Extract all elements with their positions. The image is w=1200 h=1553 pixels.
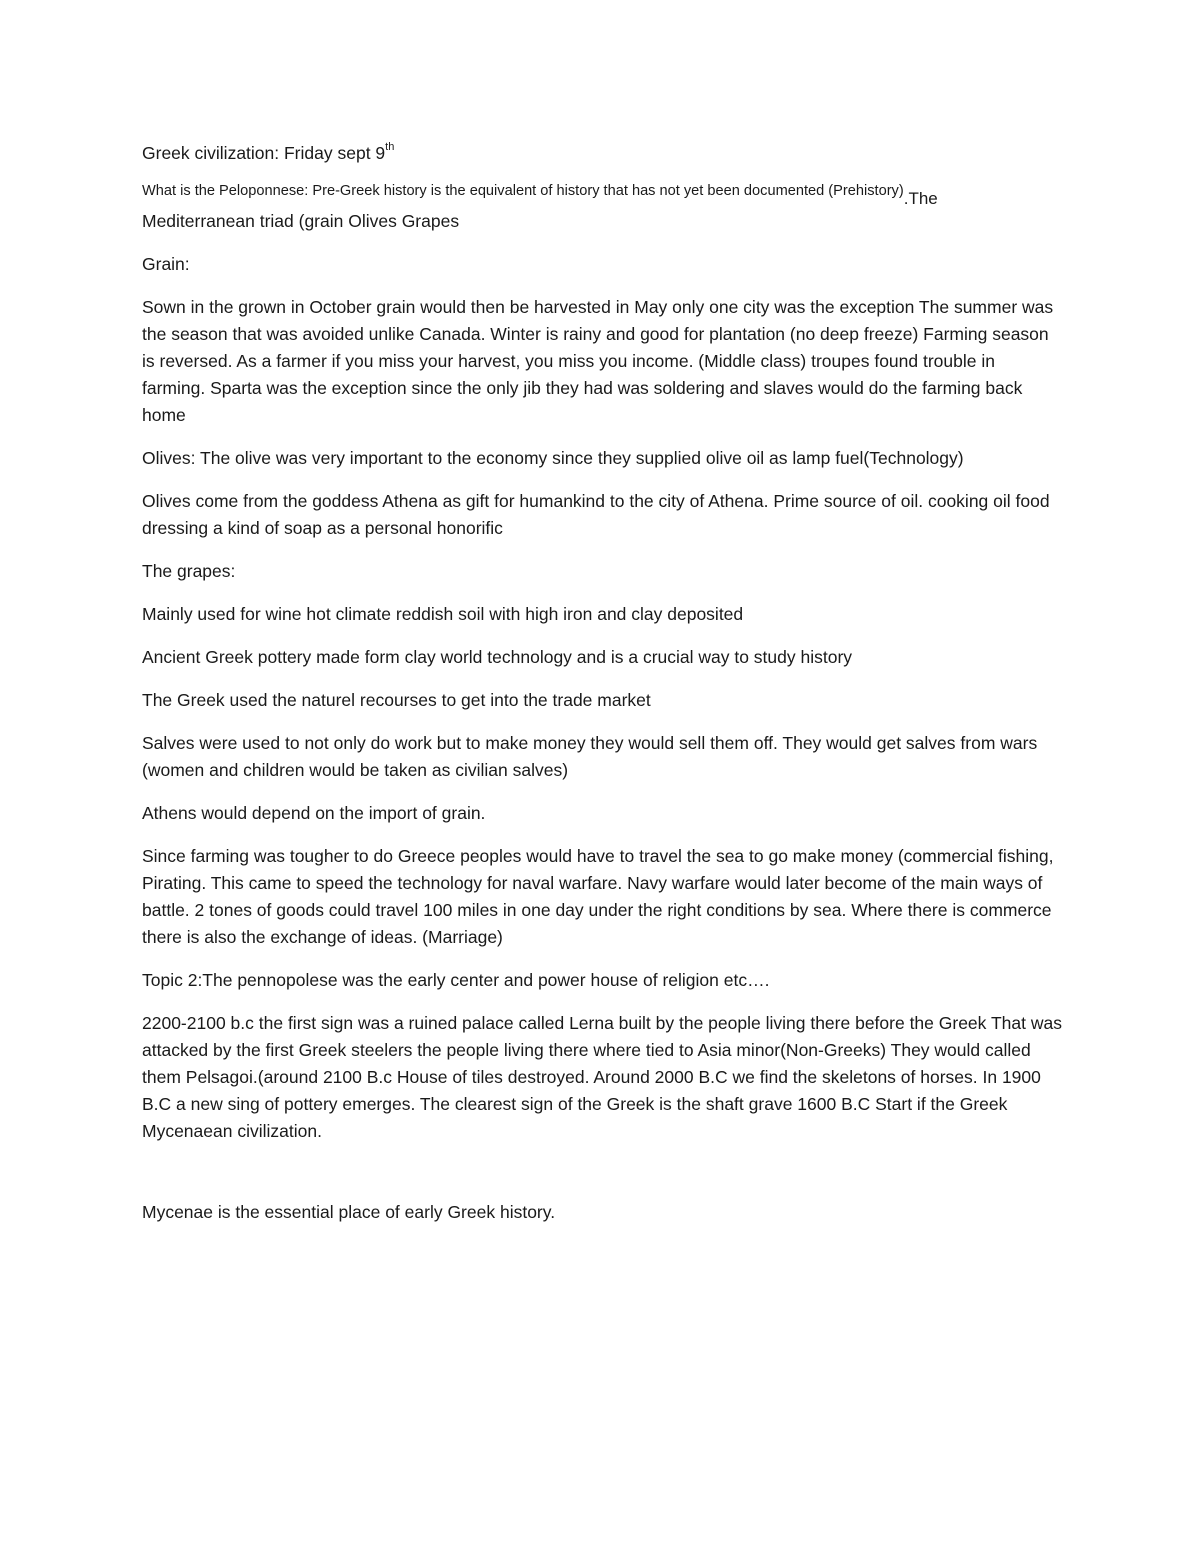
document-title	[142, 140, 1062, 166]
document-body	[142, 140, 1062, 1242]
intro-continuation: Mediterranean triad (grain Olives Grapes	[142, 211, 460, 231]
paragraph-athens-grain: Athens would depend on the import of grain.	[142, 803, 486, 823]
title-superscript: th	[385, 141, 395, 154]
paragraph-slaves: Salves were used to not only do work but to make money they would sell them off. They would get salves from wars (women and children would be taken as civilian salves)	[142, 733, 1038, 780]
intro-tail: .The	[903, 189, 938, 208]
paragraph-topic-2: Topic 2:The pennopolese was the early center and power house of religion etc….	[142, 970, 770, 990]
paragraph-wine: Mainly used for wine hot climate reddish soil with high iron and clay deposited	[142, 604, 744, 624]
paragraph-trade: The Greek used the naturel recourses to get into the trade market	[142, 690, 651, 710]
heading-grain: Grain:	[142, 254, 190, 274]
intro-text: What is the Peloponnese: Pre-Greek history is the equivalent of history that has not yet been documented (Prehistory)	[142, 183, 904, 199]
paragraph-olives-athena: Olives come from the goddess Athena as gift for humankind to the city of Athena. Prime source of oil. cooking oil food dressing a kind of soap as a personal honorific	[142, 491, 1050, 538]
blank-line	[142, 1161, 1062, 1199]
paragraph-mycenae: Mycenae is the essential place of early Greek history.	[142, 1202, 556, 1222]
paragraph-olives-economy: Olives: The olive was very important to the economy since they supplied olive oil as lamp fuel(Technology)	[142, 448, 964, 468]
title-text: Greek civilization: Friday sept 9	[142, 143, 386, 163]
paragraph-grain: Sown in the grown in October grain would then be harvested in May only one city was the exception The summer was the season that was avoided unlike Canada. Winter is rainy and good for plantation (no deep freeze) Farming season is reversed. As a farmer if you miss your harvest, you miss you income. (Middle class) troupes found trouble in farming. Sparta was the exception since the only jib they had was soldering and slaves would do the farming back home	[142, 297, 1054, 425]
paragraph-sea-commerce: Since farming was tougher to do Greece peoples would have to travel the sea to go make money (commercial fishing, Pirating. This came to speed the technology for naval warfare. Navy warfare would later become of the main ways of battle. 2 tones of goods could travel 100 miles in one day under the right conditions by sea. Where there is commerce there is also the exchange of ideas. (Marriage)	[142, 846, 1054, 947]
paragraph-pottery: Ancient Greek pottery made form clay world technology and is a crucial way to study history	[142, 647, 853, 667]
intro-line	[142, 180, 1062, 208]
heading-grapes: The grapes:	[142, 561, 236, 581]
paragraph-lerna-timeline: 2200-2100 b.c the first sign was a ruined palace called Lerna built by the people living there before the Greek That was attacked by the first Greek steelers the people living there where tied to Asia minor(Non-Greeks) They would called them Pelsagoi.(around 2100 B.c House of tiles destroyed. Around 2000 B.C we find the skeletons of horses. In 1900 B.C a new sing of pottery emerges. The clearest sign of the Greek is the shaft grave 1600 B.C Start if the Greek Mycenaean civilization.	[142, 1013, 1062, 1141]
